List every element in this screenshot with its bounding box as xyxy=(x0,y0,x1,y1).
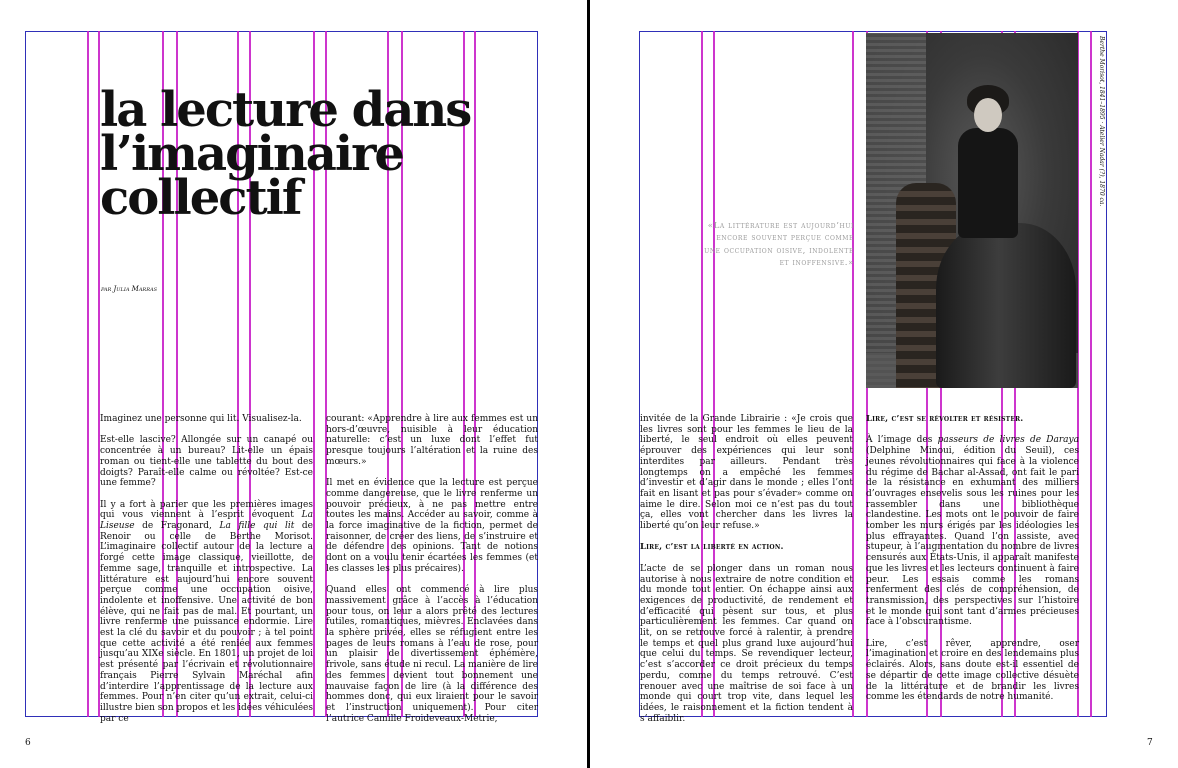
text-run: À l’image des xyxy=(866,435,938,446)
section-heading: Lire, c’est se révolter et résister. xyxy=(866,414,1024,424)
artwork-title: La fille qui lit xyxy=(219,521,295,531)
artwork-title: La Liseuse xyxy=(100,510,313,531)
byline: par Julia Marras xyxy=(101,285,158,293)
paragraph: courant: «Apprendre à lire aux femmes est un hors-d’œuvre, nuisible à leur éducation naturelle: c’est un luxe dont l’effet fut presque toujours l’altération et la ruine des mœurs.» xyxy=(326,414,538,467)
spread-spine xyxy=(587,0,590,768)
paragraph: L’acte de se plonger dans un roman nous autorise à nous extraire de notre condition et du monde tout entier. On échappe ainsi aux exigences de productivité, de rendement et d’efficacité qui pèsent sur tous, et plus particulièrement les femmes. Car quand on lit, on se retrouve forcé à ralentir, à prendre le temps et quel plus grand luxe aujourd’hui que celui du temps. Se revendiquer lecteur, c’est s’accorder ce droit précieux du temps perdu, comme du temps retrouvé. C’est renouer avec une maîtrise de soi face à un monde qui court trop vite, dans lequel les idées, le raisonnement et la fiction tendent à s’affaiblir. xyxy=(640,563,853,724)
text-run: Il y a fort à parier que les premières images qui vous viennent à l’esprit évoquent xyxy=(100,499,313,521)
title-line-2: l’imaginaire xyxy=(100,126,403,183)
text-run: de Fragonard, xyxy=(134,521,220,531)
paragraph: Quand elles ont commencé à lire plus massivement grâce à l’accès à l’éducation pour tous, on leur a alors prêté des lectures futiles, romantiques, mièvres. Enclavées dans la sphère privée, elles se réfugient entre les pages de leurs romans à l’eau de rose, pour un plaisir de divertissement éphémère, frivole, sans étude ni recul. La manière de lire des femmes devient tout bonnement une mauvaise façon de lire (à la différence des hommes donc, qui eux liraient pour le savoir et l’instruction uniquement). Pour citer l’autrice Camille Froideveaux-Metrie, xyxy=(326,585,538,724)
page-number-left: 6 xyxy=(25,738,31,748)
paragraph: invitée de la Grande Librairie : «Je crois que les livres sont pour les femmes le lieu de la liberté, le seul endroit où elles peuvent éprouver des expériences qui leur sont interdites par ailleurs. Pendant très longtemps on a empêché les femmes d’investir et d’agir dans le monde ; elles l’ont fait en lisant et pas pour s’évader» comme on aime le dire. Selon moi ce n’est pas du tout ça, elles vont chercher dans les livres la liberté qu’on leur refuse.» xyxy=(640,414,853,532)
portrait-photo xyxy=(866,33,1078,388)
photo-caption: Berthe Morisot, 1841–1895 · Atelier Nadar (?), 1870 ca. xyxy=(1098,36,1105,207)
paragraph: Est-elle lascive? Allongée sur un canapé ou concentrée à un bureau? Lit-elle un épais roman ou tient-elle une tablette du bout des doigts? Paraît-elle calme ou révoltée? Est-ce une femme? xyxy=(100,435,313,489)
section-heading: Lire, c’est la liberté en action. xyxy=(640,542,784,553)
column-guide-line xyxy=(87,31,89,717)
article-title xyxy=(100,82,540,227)
right-column-1 xyxy=(640,414,853,735)
photo-figure-head xyxy=(974,98,1002,132)
title-line-1: la lecture dans xyxy=(100,82,471,138)
left-column-1 xyxy=(100,414,313,735)
text-run: (Delphine Minoui, édition du Seuil), ces jeunes révolutionnaires qui face à la violence du régime de Bachar al-Assad, ont fait le pari de la résistance en exhumant des milliers d’ouvrages ensevelis sous les ruines pour les rassembler dans une bibliothèque clandestine. Les mots ont le pouvoir de faire tomber les murs érigés par les idéologies les plus effrayantes. Quand l’on assiste, avec stupeur, à l’augmentation du nombre de livres censurés aux États-Unis, il apparaît manifeste que les livres et les lecteurs continuent à faire peur. Les essais comme les romans renferment des clés de compréhension, de transmission, des perspectives sur l’histoire et le monde qui sont tant d’armes précieuses face à l’obscurantisme. xyxy=(866,446,1079,628)
right-column-2 xyxy=(866,414,1079,714)
paragraph xyxy=(100,500,313,725)
paragraph: Lire, c’est rêver, apprendre, oser l’imagination et croire en des lendemains plus éclairés. Alors, sans doute est-il essentiel de se départir de cette image collective désuète de la littérature et de brandir les livres comme les étendards de notre humanité. xyxy=(866,638,1079,703)
page-number-right: 7 xyxy=(1147,738,1153,748)
photo-figure-skirt xyxy=(936,223,1076,388)
paragraph xyxy=(866,435,1079,628)
paragraph: Il met en évidence que la lecture est perçue comme dangereuse, que le livre renferme un pouvoir précieux, à ne pas mettre entre toutes les mains. Accéder au savoir, comme à la force imaginative de la fiction, permet de raisonner, de créer des liens, de s’instruire et de défendre des opinions. Tant de notions dont on a voulu tenir écartées les femmes (et les classes les plus précaires). xyxy=(326,478,538,574)
book-title: passeurs de livres de Daraya xyxy=(937,435,1079,446)
pull-quote: «La littérature est aujourd’hui encore souvent perçue comme une occupation oisive, indolente et inoffensive.» xyxy=(704,221,854,269)
title-line-3: collectif xyxy=(100,170,301,227)
photo-figure-body xyxy=(958,128,1018,238)
text-run: de Renoir ou celle de Berthe Morisot. L’imaginaire collectif autour de la lecture a forgé cette image classique, vieillotte, de femme sage, tranquille et introspective. La littérature est aujourd’hui encore souvent perçue comme une occupation oisive, indolente et inoffensive. Une activité de bon élève, qui ne fait pas de mal. Et pourtant, un livre renferme une puissance endormie. Lire est la clé du savoir et du pouvoir ; à tel point que cette activité a été reniée aux femmes jusqu’au XIXe siècle. En 1801, un projet de loi est présenté par l’écrivain et révolutionnaire français Pierre Sylvain Maréchal afin d’interdire l’apprentissage de la lecture aux femmes. Pour n’en citer qu’un extrait, celui-ci illustre bien son propos et les idées véhiculées par ce xyxy=(100,521,313,724)
paragraph: Imaginez une personne qui lit. Visualisez-la. xyxy=(100,414,302,424)
left-column-2 xyxy=(326,414,538,735)
